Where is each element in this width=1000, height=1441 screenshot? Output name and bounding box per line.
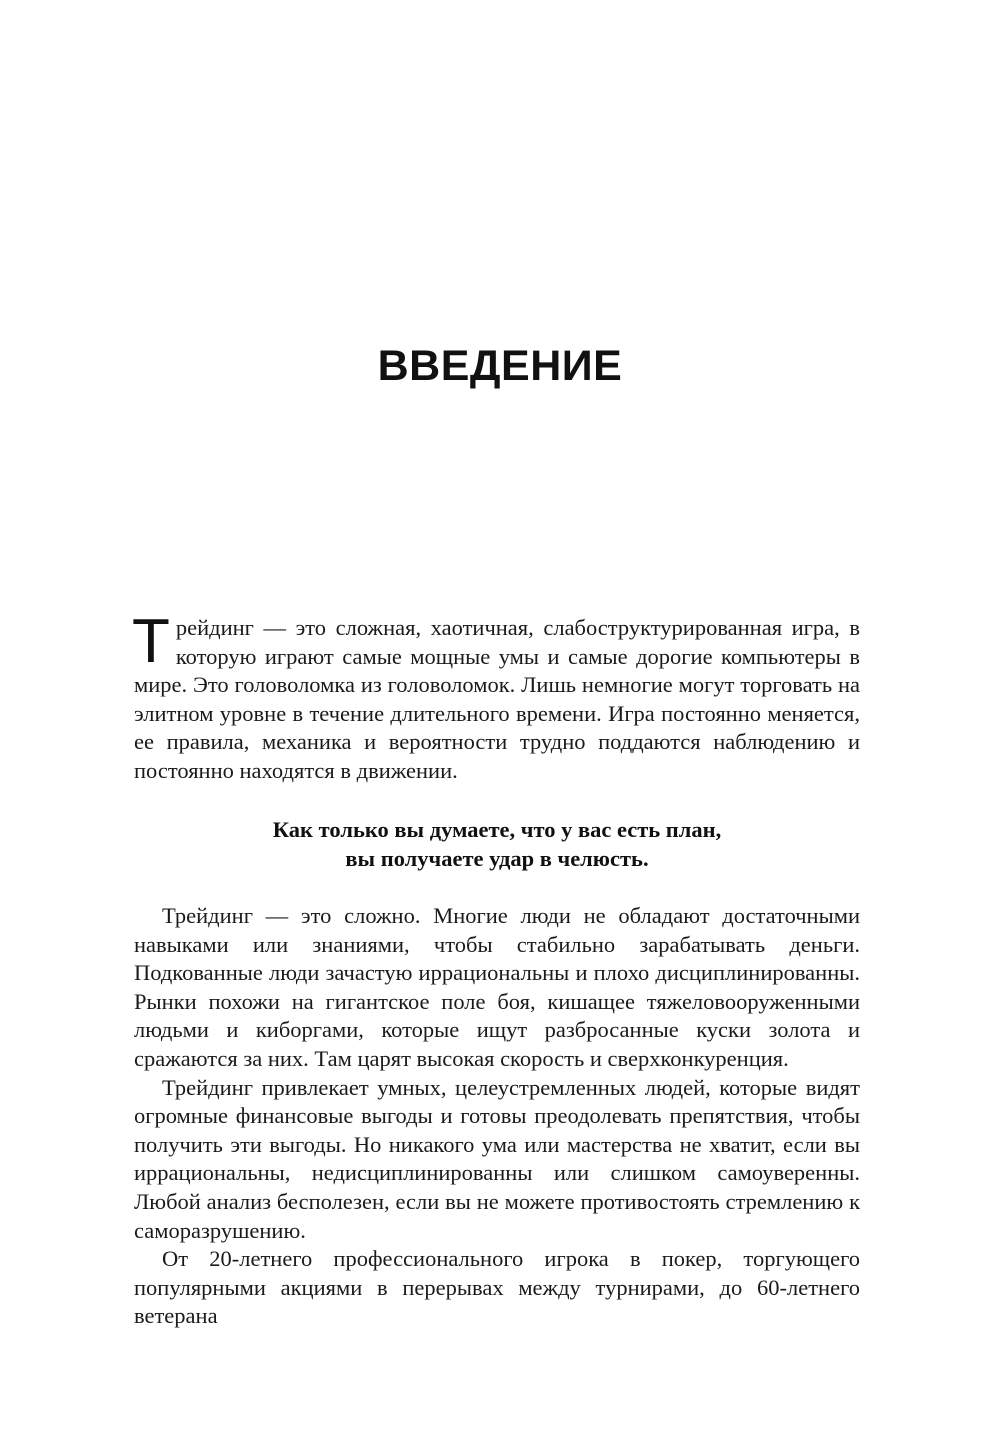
intro-paragraph-text: рейдинг — это сложная, хаотичная, слабоструктурированная игра, в которую играют самые мощные умы и самые дорогие компьютеры в мире. Это головоломка из головоломок. Лишь немногие могут торговать на элитном уровне в течение длительного времени. Игра постоянно меняется, ее правила, механика и вероятности трудно поддаются наблюдению и постоянно находятся в движении. <box>134 615 860 783</box>
intro-paragraph <box>132 607 860 786</box>
pull-quote-line-1: Как только вы думаете, что у вас есть план, <box>272 817 722 842</box>
chapter-title: ВВЕДЕНИЕ <box>377 342 623 390</box>
body-paragraph: От 20-летнего профессионального игрока в покер, торгующего популярными акциями в перерывах между турнирами, до 60-летнего ветерана <box>134 1246 860 1329</box>
body-text <box>134 902 860 1331</box>
pull-quote-line-2: вы получаете удар в челюсть. <box>345 846 649 871</box>
body-paragraph: Трейдинг — это сложно. Многие люди не обладают достаточными навыками или знаниями, чтобы стабильно зарабатывать деньги. Подкованные люди зачастую иррациональны и плохо дисциплинированны. Рынки похожи на гигантское поле боя, кишащее тяжеловооруженными людьми и киборгами, которые ищут разбросанные куски золота и сражаются за них. Там царят высокая скорость и сверхконкуренция. <box>134 903 860 1071</box>
body-paragraph: Трейдинг привлекает умных, целеустремленных людей, которые видят огромные финансовые выгоды и готовы преодолевать препятствия, чтобы получить эти выгоды. Но никакого ума или мастерства не хватит, если вы иррациональны, недисциплинированны или слишком самоуверенны. Любой анализ бесполезен, если вы не можете противостоять стремлению к саморазрушению. <box>134 1074 860 1243</box>
pull-quote <box>134 815 860 873</box>
drop-cap-letter: Т <box>132 607 170 676</box>
